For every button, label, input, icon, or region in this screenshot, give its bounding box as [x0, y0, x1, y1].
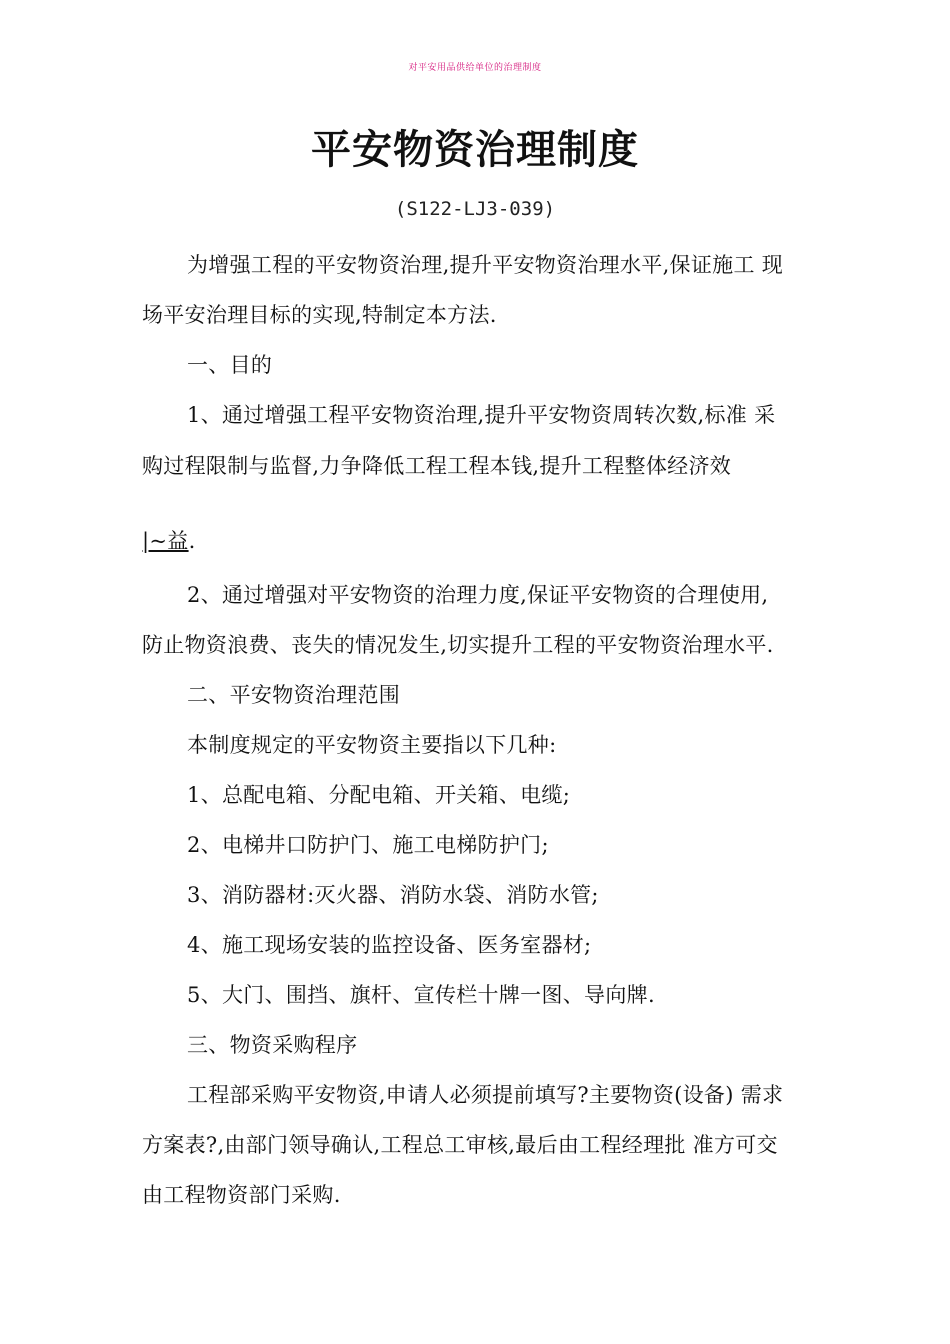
list-item: 1、总配电箱、分配电箱、开关箱、电缆;: [187, 783, 571, 807]
list-item: 2、电梯井口防护门、施工电梯防护门;: [187, 833, 549, 857]
paragraph-line: [142, 525, 196, 555]
paragraph-line: 工程部采购平安物资,申请人必须提前填写?主要物资(设备) 需求: [187, 1083, 784, 1107]
paragraph-line: 购过程限制与监督,力争降低工程工程本钱,提升工程整体经济效: [142, 454, 732, 478]
section-heading: 一、目的: [187, 353, 273, 377]
underlined-fragment: |~益: [142, 529, 189, 553]
document-code: (S122-LJ3-039): [394, 198, 556, 220]
paragraph-line: 场平安治理目标的实现,特制定本方法.: [142, 303, 497, 327]
list-item: 5、大门、围挡、旗杆、宣传栏十牌一图、导向牌.: [187, 983, 655, 1007]
section-heading: 三、物资采购程序: [187, 1033, 358, 1057]
header-note: 对平安用品供给单位的治理制度: [408, 63, 542, 73]
document-title: 平安物资治理制度: [311, 127, 639, 173]
paragraph-line: 由工程物资部门采购.: [142, 1183, 341, 1207]
paragraph-line: 防止物资浪费、丧失的情况发生,切实提升工程的平安物资治理水平.: [142, 633, 774, 657]
list-item: 3、消防器材:灭火器、消防水袋、消防水管;: [187, 883, 599, 907]
list-item: 4、施工现场安装的监控设备、医务室器材;: [187, 933, 592, 957]
paragraph-line: 为增强工程的平安物资治理,提升平安物资治理水平,保证施工 现: [187, 253, 784, 277]
paragraph-line: 本制度规定的平安物资主要指以下几种:: [187, 733, 557, 757]
section-heading: 二、平安物资治理范围: [187, 683, 400, 707]
paragraph-line: 1、通过增强工程平安物资治理,提升平安物资周转次数,标准 采: [187, 403, 776, 427]
paragraph-line: 方案表?,由部门领导确认,工程总工审核,最后由工程经理批 准方可交: [142, 1133, 778, 1157]
period-mark: .: [188, 529, 196, 553]
paragraph-line: 2、通过增强对平安物资的治理力度,保证平安物资的合理使用,: [187, 583, 769, 607]
